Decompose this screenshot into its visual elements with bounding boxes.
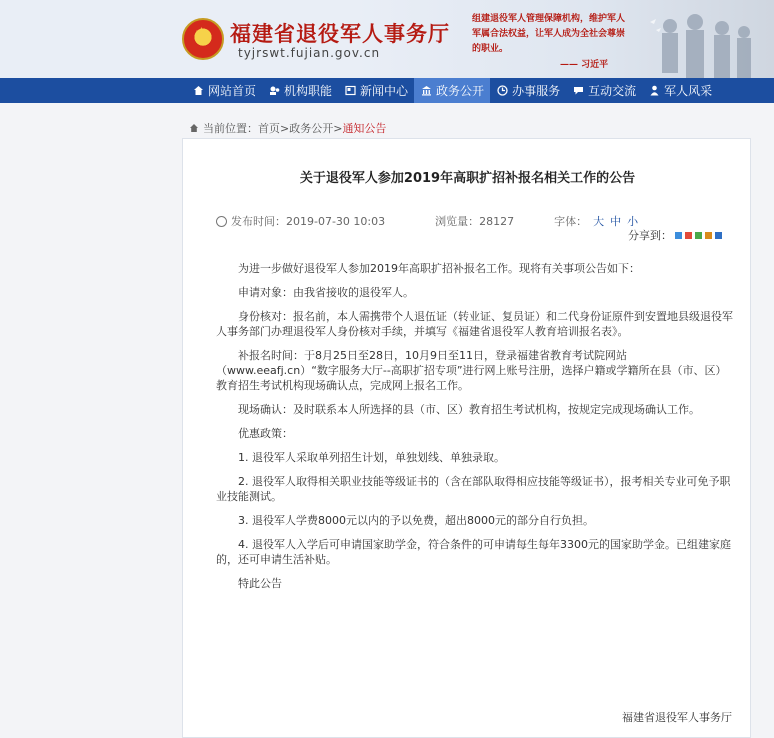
paragraph: 为进一步做好退役军人参加2019年高职扩招补报名工作。现将有关事项公告如下： (238, 262, 640, 275)
share-label: 分享到： (628, 229, 672, 242)
share-bar (628, 227, 722, 243)
font-size-large-button[interactable]: 大 (593, 215, 605, 228)
nav-item-label: 办事服务 (512, 84, 561, 98)
site-domain: tyjrswt.fujian.gov.cn (238, 46, 381, 60)
publish-time: 发布时间：2019-07-30 10:03 (231, 215, 386, 228)
paragraph: 现场确认：及时联系本人所选择的县（市、区）教育招生考试机构，按规定完成现场确认工作。 (238, 403, 700, 416)
nav-item-label: 互动交流 (588, 84, 637, 98)
paragraph: 优惠政策： (238, 427, 293, 440)
nav-item-label: 军人风采 (664, 84, 713, 98)
nav-item-label: 网站首页 (208, 84, 257, 98)
paragraph: 4. 退役军人入学后可申请国家助学金，符合条件的可申请每生每年3300元的国家助学金。已组建家庭的，还可申请生活补贴。 (216, 538, 731, 566)
share-wechat-icon[interactable] (695, 232, 702, 239)
chat-icon (572, 85, 584, 97)
nav-item-soldier-style[interactable] (642, 78, 718, 103)
breadcrumb-item-home[interactable]: 首页 (258, 122, 280, 135)
building-icon (420, 85, 432, 97)
paragraph: 身份核对：报名前，本人需携带个人退伍证（转业证、复员证）和二代身份证原件到安置地县级退役军人事务部门办理退役军人身份核对手续，并填写《福建省退役军人教育培训报名表》。 (216, 310, 733, 338)
nav-item-home[interactable] (186, 78, 262, 103)
breadcrumb-item-notices[interactable]: 通知公告 (342, 122, 387, 135)
location-icon (190, 124, 198, 132)
font-size-medium-button[interactable]: 中 (610, 215, 622, 228)
article-signature: 福建省退役军人事务厅 (622, 711, 732, 724)
font-size-small-button[interactable]: 小 (627, 215, 639, 228)
article-body (216, 261, 736, 600)
article-panel (182, 138, 751, 738)
share-renren-icon[interactable] (705, 232, 712, 239)
service-icon (496, 85, 508, 97)
national-emblem-icon: ★ (182, 18, 224, 60)
paragraph: 2. 退役军人取得相关职业技能等级证书的（含在部队取得相应技能等级证书），报考相关专业可免予职业技能测试。 (216, 475, 731, 503)
header-quote: 组建退役军人管理保障机构，维护军人军属合法权益，让军人成为全社会尊崇的职业。 (472, 14, 626, 54)
site-header (0, 0, 774, 78)
view-count: 浏览量：28127 (435, 215, 515, 228)
paragraph: 申请对象：由我省接收的退役军人。 (238, 286, 414, 299)
share-weibo-icon[interactable] (685, 232, 692, 239)
nav-item-government-affairs[interactable] (414, 78, 490, 103)
article-title: 关于退役军人参加2019年高职扩招补报名相关工作的公告 (299, 171, 636, 186)
share-qzone-icon[interactable] (675, 232, 682, 239)
paragraph: 补报名时间：于8月25日至28日，10月9日至11日，登录福建省教育考试院网站（www.eeafj.cn）“数字服务大厅--高职扩招专项”进行网上账号注册，选择户籍或学籍所在县（市、区）教育招生考试机构现场确认点，完成网上报名工作。 (216, 349, 727, 392)
main-nav (0, 78, 774, 103)
nav-item-organization[interactable] (262, 78, 338, 103)
paragraph: 1. 退役军人采取单列招生计划，单独划线、单独录取。 (238, 451, 505, 464)
nav-item-label: 机构职能 (284, 84, 333, 98)
nav-item-interaction[interactable] (566, 78, 642, 103)
breadcrumb-item-government-affairs[interactable]: 政务公开 (289, 122, 334, 135)
soldiers-silhouette-icon (640, 8, 760, 78)
breadcrumb-separator: > (280, 121, 290, 135)
nav-item-label: 新闻中心 (360, 84, 409, 98)
font-size-label: 字体： (554, 215, 588, 228)
soldier-icon (648, 85, 660, 97)
site-title[interactable]: 福建省退役军人事务厅 (230, 21, 450, 46)
paragraph: 3. 退役军人学费8000元以内的予以免费，超出8000元的部分自行负担。 (238, 514, 594, 527)
share-more-icon[interactable] (715, 232, 722, 239)
nav-item-services[interactable] (490, 78, 566, 103)
paragraph: 特此公告 (238, 577, 282, 590)
breadcrumb-separator: > (333, 121, 343, 135)
news-icon (344, 85, 356, 97)
header-quote-author: —— 习近平 (560, 60, 609, 70)
breadcrumb (190, 120, 386, 136)
nav-item-label: 政务公开 (436, 84, 485, 98)
home-icon (192, 85, 204, 97)
clock-icon (216, 216, 227, 227)
org-icon (268, 85, 280, 97)
breadcrumb-prefix: 当前位置： (203, 122, 258, 135)
nav-item-news[interactable] (338, 78, 414, 103)
